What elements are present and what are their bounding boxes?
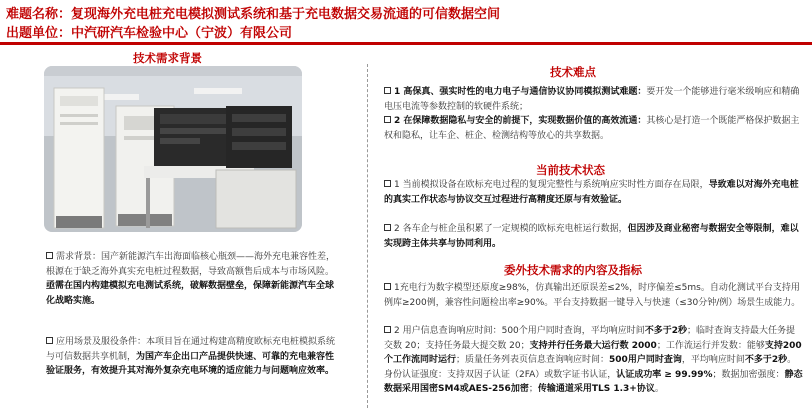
checkbox-icon — [384, 116, 391, 123]
requirements-title: 委外技术需求的内容及指标 — [504, 263, 642, 277]
background-emphasis: 亟需在国内构建模拟充电测试系统，破解数据壁垒，保障新能源汽车全球化战略实施。 — [46, 281, 335, 306]
req2-text-a: 2 用户信息查询响应时间：500个用户同时查询，平均响应时间 — [394, 326, 645, 336]
application-paragraph — [46, 335, 338, 379]
req2-bold-l: 认证成功率 ≥ 99.99% — [616, 369, 713, 380]
req2-text-k: 。身份认证强度：支持双因子认证（2FA）或数字证书认证， — [384, 355, 797, 380]
application-emphasis: 为国产车企出口产品提供快速、可靠的充电兼容性验证服务，有效提升其对海外复杂充电环境的适应能力与问题响应效率。 — [46, 351, 335, 377]
checkbox-icon — [46, 337, 53, 344]
status-2-text: 2 各车企与桩企虽积累了一定规模的欧标充电桩运行数据， — [394, 224, 628, 234]
checkbox-icon — [384, 87, 391, 94]
difficulty-item-1 — [384, 85, 804, 114]
req2-bold-j: 不多于2秒 — [744, 355, 788, 366]
equipment-photo — [44, 66, 302, 232]
requirement-item-2 — [384, 324, 804, 397]
difficulty-1-text: 要开发一个能够进行毫米级响应和精确电压电流等参数控制的软硬件系统； — [384, 87, 800, 112]
status-item-1 — [384, 178, 804, 207]
requirement-1-text: 1充电行为数字模型还原度≥98%，仿真输出还原误差≤2%，时序偏差≤5ms。自动化测试平台支持用例库≥200例，兼容性问题检出率≥90%。平台支持数据一键导入与快速（≤30分钟/例）场景生成能力。 — [384, 283, 801, 308]
difficulty-2-heading: 2 在保障数据隐私与安全的前提下，实现数据价值的高效流通： — [394, 116, 647, 126]
req2-bold-f: 支持200个工作流同时运行 — [384, 340, 802, 366]
checkbox-icon — [384, 326, 391, 333]
equipment-photo-drawing — [44, 66, 302, 232]
problem-name: 难题名称：复现海外充电桩充电模拟测试系统和基于充电数据交易流通的可信数据空间 — [6, 7, 501, 22]
issuing-unit: 出题单位：中汽研汽车检验中心（宁波）有限公司 — [6, 26, 293, 41]
req2-bold-b: 不多于2秒 — [644, 326, 688, 336]
req2-bold-d: 支持并行任务最大运行数 2000 — [529, 340, 657, 351]
status-2-emphasis: 但因涉及商业秘密与数据安全等限制，难以实现跨主体共享与协同利用。 — [384, 224, 799, 249]
requirement-item-1 — [384, 281, 804, 310]
status-item-2 — [384, 222, 804, 251]
req2-text-i: ，平均响应时间 — [681, 355, 745, 366]
difficulty-2-text: 其核心是打造一个既能严格保护数据主权和隐私，让车企、桩企、检测结构等放心的共享数据。 — [384, 116, 800, 141]
req2-text-q: 。 — [654, 384, 664, 395]
req2-bold-n: 静态数据采用国密SM4或AES-256加密 — [384, 369, 803, 395]
req2-text-o: ； — [528, 384, 538, 395]
req2-bold-h: 500用户同时查询 — [609, 355, 682, 366]
req2-text-e: ；工作流运行并发数：能够 — [656, 340, 765, 351]
req2-text-g: ；质量任务列表页信息查询响应时间： — [456, 355, 610, 366]
status-1-text: 1 当前模拟设备在欧标充电过程的复现完整性与系统响应实时性方面存在局限， — [394, 180, 709, 190]
req2-text-c: ；临时查询支持最大任务提交数 20；支持任务最大提交数 20； — [384, 326, 796, 351]
req2-bold-p: 传输通道采用TLS 1.3+协议 — [537, 384, 655, 395]
difficulty-item-2 — [384, 114, 804, 143]
background-text: 需求背景：国产新能源汽车出海面临核心瓶颈——海外充电兼容性差，根源在于缺乏海外真实充电桩过程数据，导致高额售后成本与市场风险。 — [46, 252, 336, 277]
application-text: 应用场景及服役条件：本项目旨在通过构建高精度欧标充电桩模拟系统与可信数据共享机制， — [46, 337, 336, 362]
difficulty-1-heading: 1 高保真、强实时性的电力电子与通信协议协同模拟测试难题： — [394, 87, 647, 97]
checkbox-icon — [384, 224, 391, 231]
req2-text-m: ；数据加密强度： — [712, 369, 785, 380]
checkbox-icon — [46, 252, 53, 259]
checkbox-icon — [384, 283, 391, 290]
difficulty-title: 技术难点 — [550, 65, 596, 79]
status-1-emphasis: 导致难以对海外充电桩的真实工作状态与协议交互过程进行高精度还原与有效验证。 — [384, 180, 799, 205]
column-divider — [367, 64, 368, 408]
background-paragraph — [46, 250, 338, 308]
background-title: 技术需求背景 — [133, 51, 202, 65]
status-title: 当前技术状态 — [536, 163, 605, 177]
header-rule — [0, 42, 812, 45]
checkbox-icon — [384, 180, 391, 187]
